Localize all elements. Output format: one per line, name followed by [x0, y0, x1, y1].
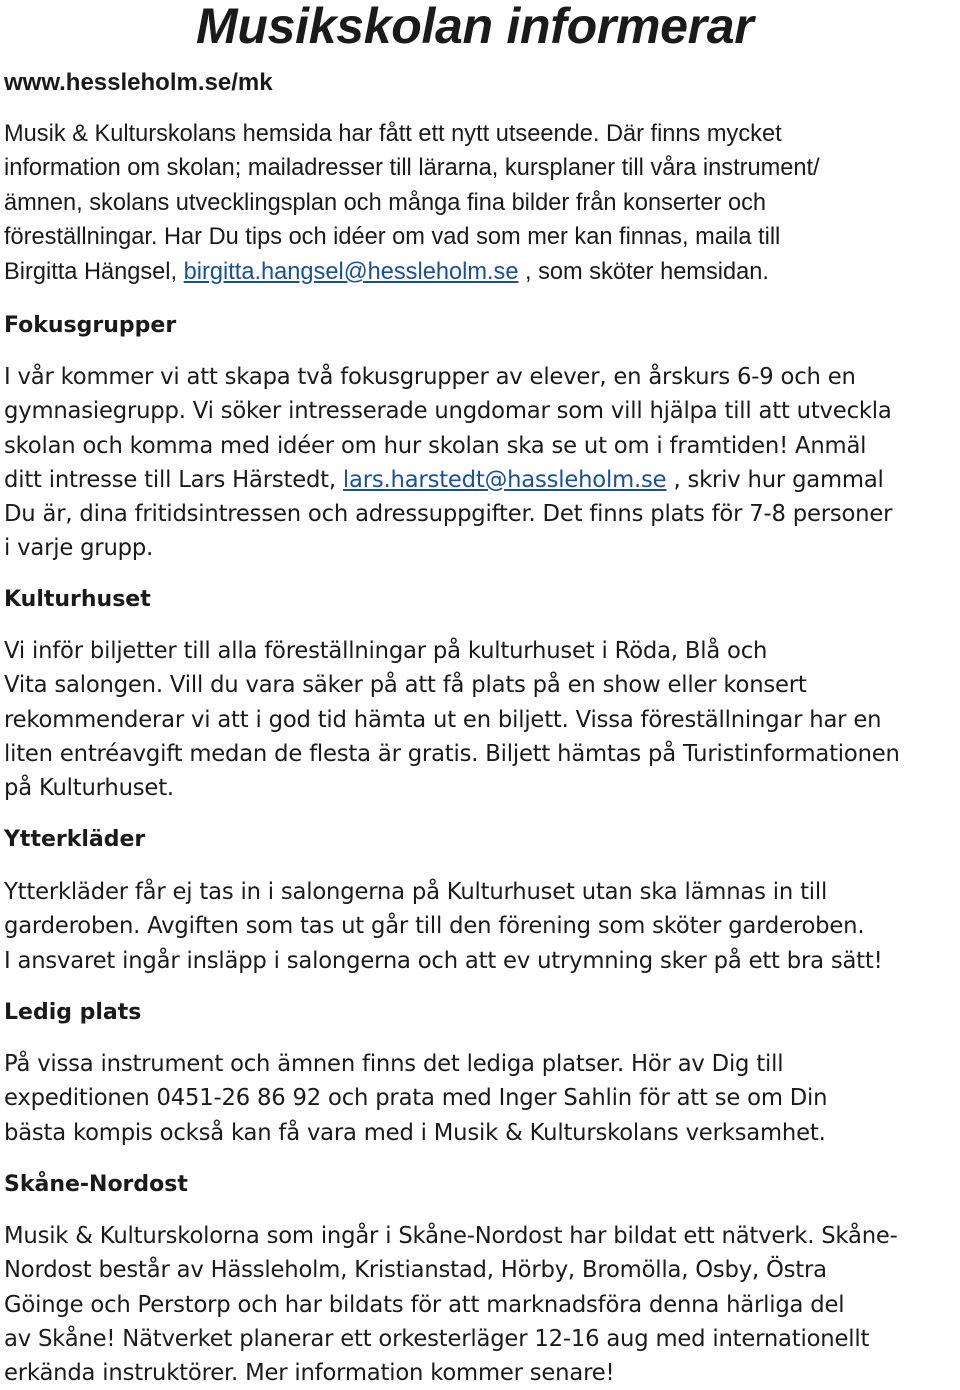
section-heading-skane-nordost: Skåne-Nordost — [4, 1172, 188, 1197]
intro-line: Musik & Kulturskolans hemsida har fått ett nytt utseende. Där finns mycket — [4, 121, 782, 147]
section-heading-kulturhuset: Kulturhuset — [4, 587, 151, 612]
body-line: erkända instruktörer. Mer information kommer senare! — [4, 1360, 615, 1387]
body-line: Du är, dina fritidsintressen och adressuppgifter. Det finns plats för 7-8 personer — [4, 501, 893, 528]
body-line: i varje grupp. — [4, 535, 154, 562]
intro-line: föreställningar. Har Du tips och idéer om vad som mer kan finnas, maila till — [4, 224, 781, 251]
body-line — [4, 463, 954, 497]
section-body-fokusgrupper — [4, 360, 958, 566]
body-line: garderoben. Avgiften som tas ut går till den förening som sköter garderoben. — [4, 913, 865, 940]
body-line: av Skåne! Nätverket planerar ett orkesterläger 12-16 aug med internationellt — [4, 1325, 870, 1352]
body-line: rekommenderar vi att i god tid hämta ut en biljett. Vissa föreställningar har en — [4, 706, 882, 733]
body-line: skolan och komma med idéer om hur skolan ska se ut om i framtiden! Anmäl — [4, 432, 867, 459]
body-line: bästa kompis också kan få vara med i Musik & Kulturskolans verksamhet. — [4, 1119, 826, 1146]
intro-line: information om skolan; mailadresser till lärarna, kursplaner till våra instrument/ — [4, 155, 820, 182]
body-line: Vita salongen. Vill du vara säker på att få plats på en show eller konsert — [4, 672, 807, 699]
section-body-kulturhuset — [4, 634, 958, 805]
intro-paragraph — [4, 117, 954, 289]
intro-line: ämnen, skolans utvecklingsplan och många fina bilder från konserter och — [4, 189, 766, 216]
website-url: www.hessleholm.se/mk — [4, 69, 273, 96]
email-link-lars[interactable]: lars.harstedt@hassleholm.se — [342, 466, 667, 493]
body-line: gymnasiegrupp. Vi söker intresserade ungdomar som vill hjälpa till att utveckla — [4, 398, 892, 425]
body-line: på Kulturhuset. — [4, 775, 174, 802]
section-body-skane-nordost — [4, 1219, 958, 1390]
body-line: I ansvaret ingår insläpp i salongerna och att ev utrymning sker på ett bra sätt! — [4, 947, 883, 974]
body-text: ditt intresse till Lars Härstedt, — [4, 466, 343, 493]
intro-text: , som sköter hemsidan. — [518, 258, 769, 285]
section-body-ledig-plats — [4, 1047, 958, 1150]
body-line: liten entréavgift medan de flesta är gratis. Biljett hämtas på Turistinformationen — [4, 740, 900, 767]
body-line: Musik & Kulturskolorna som ingår i Skåne-Nordost har bildat ett nätverk. Skåne- — [4, 1223, 898, 1249]
page-title: Musikskolan informerar — [196, 0, 754, 54]
body-text: , skriv hur gammal — [666, 466, 884, 493]
intro-line — [4, 255, 954, 289]
body-line: expeditionen 0451-26 86 92 och prata med Inger Sahlin för att se om Din — [4, 1085, 828, 1112]
section-heading-ledig-plats: Ledig plats — [4, 1000, 142, 1025]
intro-text: Birgitta Hängsel, — [4, 258, 184, 285]
body-line: I vår kommer vi att skapa två fokusgrupper av elever, en årskurs 6-9 och en — [4, 364, 856, 390]
section-body-ytterklader — [4, 875, 958, 978]
email-link-birgitta[interactable]: birgitta.hangsel@hessleholm.se — [183, 258, 519, 285]
body-line: På vissa instrument och ämnen finns det lediga platser. Hör av Dig till — [4, 1051, 784, 1077]
body-line: Nordost består av Hässleholm, Kristianstad, Hörby, Bromölla, Osby, Östra — [4, 1257, 827, 1284]
body-line: Vi inför biljetter till alla föreställningar på kulturhuset i Röda, Blå och — [4, 638, 768, 664]
body-line: Ytterkläder får ej tas in i salongerna på Kulturhuset utan ska lämnas in till — [4, 879, 828, 905]
body-line: Göinge och Perstorp och har bildats för att marknadsföra denna härliga del — [4, 1291, 845, 1318]
section-heading-ytterklader: Ytterkläder — [4, 827, 146, 852]
section-heading-fokusgrupper: Fokusgrupper — [4, 313, 177, 338]
